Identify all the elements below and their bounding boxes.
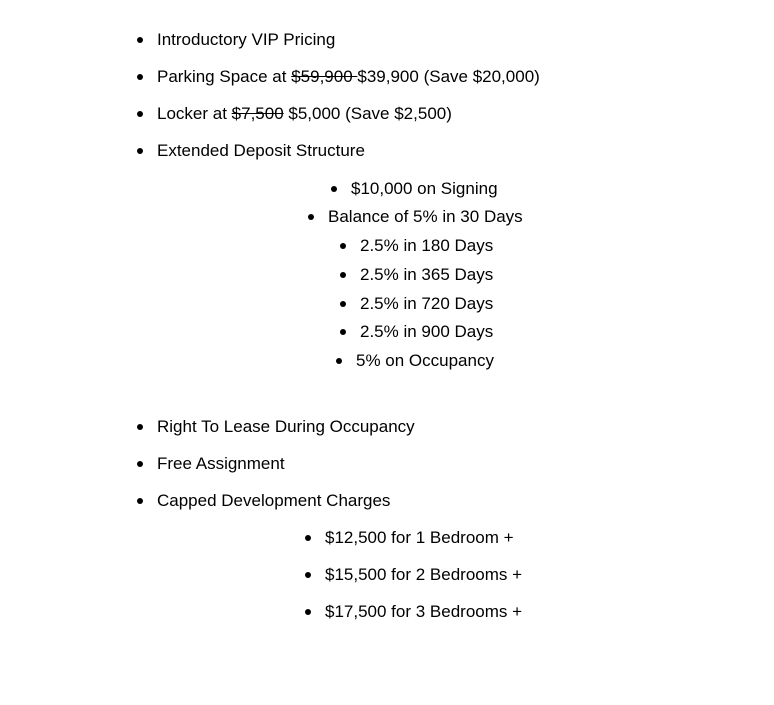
locker-new-price: $5,000 (Save $2,500) xyxy=(283,104,452,123)
bullet-icon xyxy=(305,609,311,615)
free-assignment-item: Free Assignment xyxy=(157,454,285,473)
deposit-365-item: 2.5% in 365 Days xyxy=(360,265,494,284)
locker-item xyxy=(157,104,452,124)
bullet-icon xyxy=(137,424,143,430)
deposit-180-item: 2.5% in 180 Days xyxy=(360,236,494,255)
parking-old-price: $59,900 xyxy=(291,67,358,86)
introductory-pricing-item: Introductory VIP Pricing xyxy=(157,30,336,49)
bullet-icon xyxy=(331,186,337,192)
bullet-icon xyxy=(137,74,143,80)
deposit-structure-item: Extended Deposit Structure xyxy=(157,141,365,160)
deposit-720-item: 2.5% in 720 Days xyxy=(360,294,494,313)
bullet-icon xyxy=(137,37,143,43)
right-to-lease-item: Right To Lease During Occupancy xyxy=(157,417,415,436)
parking-space-item xyxy=(157,67,540,87)
locker-old-price: $7,500 xyxy=(231,104,284,123)
parking-prefix: Parking Space at xyxy=(157,67,292,86)
bullet-icon xyxy=(340,272,346,278)
charge-3-bedroom-item: $17,500 for 3 Bedrooms + xyxy=(325,602,523,621)
charge-2-bedroom-item: $15,500 for 2 Bedrooms + xyxy=(325,565,523,584)
deposit-900-item: 2.5% in 900 Days xyxy=(360,322,494,341)
bullet-icon xyxy=(305,572,311,578)
bullet-icon xyxy=(308,214,314,220)
locker-prefix: Locker at xyxy=(157,104,232,123)
bullet-icon xyxy=(137,498,143,504)
bullet-icon xyxy=(340,243,346,249)
bullet-icon xyxy=(340,301,346,307)
bullet-icon xyxy=(336,358,342,364)
charge-1-bedroom-item: $12,500 for 1 Bedroom + xyxy=(325,528,514,547)
deposit-occupancy-item: 5% on Occupancy xyxy=(356,351,494,370)
parking-new-price: $39,900 (Save $20,000) xyxy=(357,67,540,86)
capped-charges-item: Capped Development Charges xyxy=(157,491,391,510)
bullet-icon xyxy=(305,535,311,541)
bullet-icon xyxy=(137,148,143,154)
deposit-signing-item: $10,000 on Signing xyxy=(351,179,498,198)
deposit-balance-item: Balance of 5% in 30 Days xyxy=(328,207,523,226)
bullet-icon xyxy=(137,461,143,467)
bullet-icon xyxy=(340,329,346,335)
bullet-icon xyxy=(137,111,143,117)
